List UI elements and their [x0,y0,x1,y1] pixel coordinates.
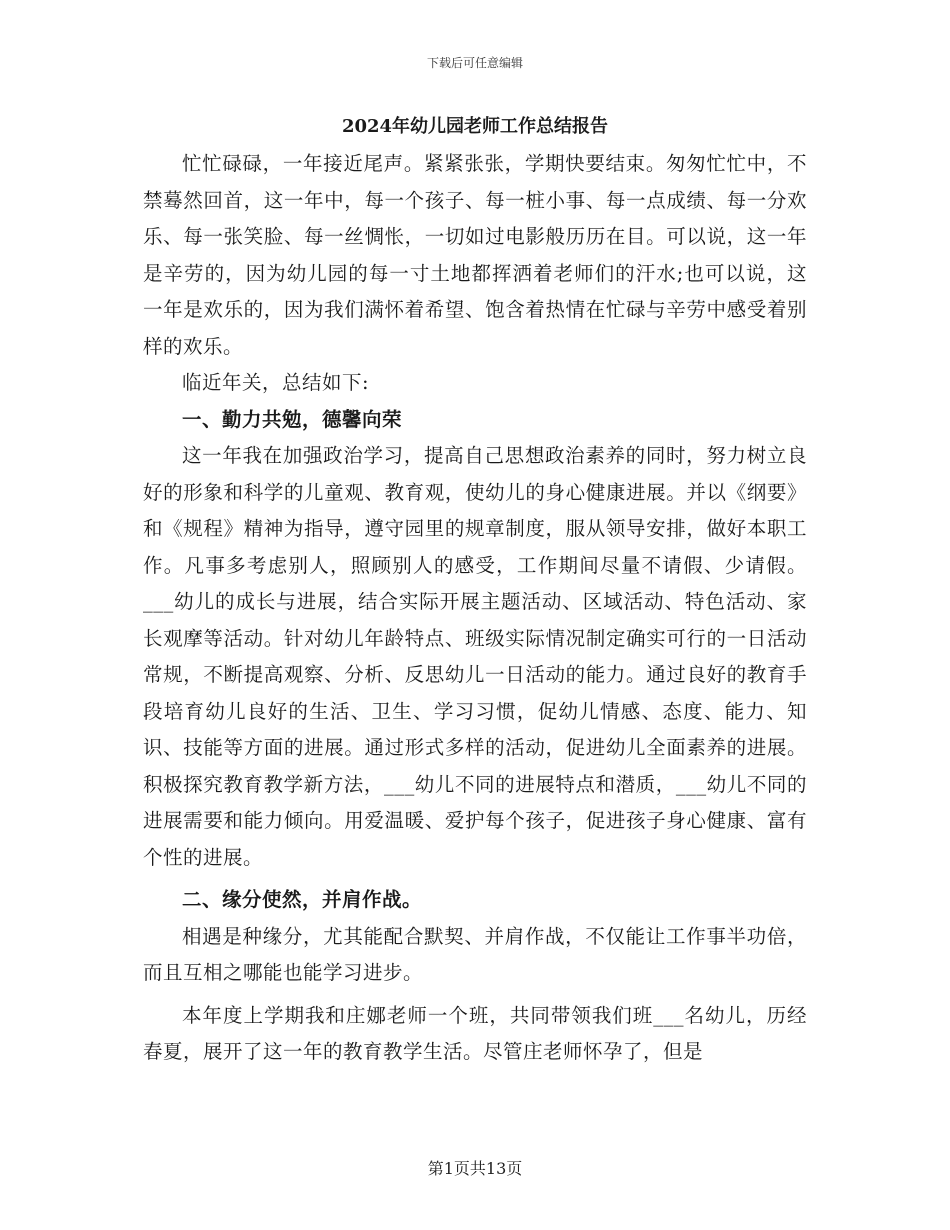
paragraph-section-1: 这一年我在加强政治学习，提高自己思想政治素养的同时，努力树立良好的形象和科学的儿童观、教育观，使幼儿的身心健康进展。并以《纲要》和《规程》精神为指导，遵守园里的规章制度，服从领导安排，做好本职工作。凡事多考虑别人，照顾别人的感受，工作期间尽量不请假、少请假。___幼儿的成长与进展，结合实际开展主题活动、区域活动、特色活动、家长观摩等活动。针对幼儿年龄特点、班级实际情况制定确实可行的一日活动常规，不断提高观察、分析、反思幼儿一日活动的能力。通过良好的教育手段培育幼儿良好的生活、卫生、学习习惯，促幼儿情感、态度、能力、知识、技能等方面的进展。通过形式多样的活动，促进幼儿全面素养的进展。积极探究教育教学新方法，___幼儿不同的进展特点和潜质，___幼儿不同的进展需要和能力倾向。用爱温暖、爱护每个孩子，促进孩子身心健康、富有个性的进展。 [143,444,807,869]
section-heading-1: 一、勤力共勉，德馨向荣 [182,407,403,431]
section-heading-2: 二、缘分使然，并肩作战。 [182,888,423,911]
header-note: 下载后可任意编辑 [426,56,523,70]
document-title: 2024年幼儿园老师工作总结报告 [341,116,609,137]
paragraph-section-2a: 相遇是种缘分，尤其能配合默契、并肩作战，不仅能让工作事半功倍，而且互相之哪能也能学习进步。 [143,924,807,984]
paragraph-section-2b: 本年度上学期我和庄娜老师一个班，共同带领我们班___名幼儿，历经春夏，展开了这一年的教育教学生活。尽管庄老师怀孕了，但是 [143,1003,807,1063]
paragraph-intro: 忙忙碌碌，一年接近尾声。紧紧张张，学期快要结束。匆匆忙忙中，不禁蓦然回首，这一年中，每一个孩子、每一桩小事、每一点成绩、每一分欢乐、每一张笑脸、每一丝惆怅，一切如过电影般历历在目。可以说，这一年是辛劳的，因为幼儿园的每一寸土地都挥洒着老师们的汗水;也可以说，这一年是欢乐的，因为我们满怀着希望、饱含着热情在忙碌与辛劳中感受着别样的欢乐。 [143,152,807,358]
page-footer: 第1页共13页 [427,1159,523,1178]
document-body [143,112,807,1071]
paragraph-summary-lead: 临近年关，总结如下: [182,371,370,394]
